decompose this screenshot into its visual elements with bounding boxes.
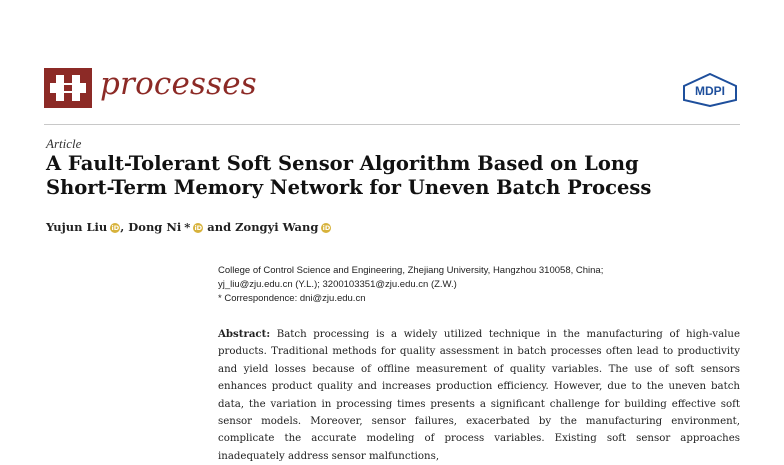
abstract-label: Abstract: xyxy=(218,328,271,340)
orcid-icon[interactable]: iD xyxy=(111,224,120,232)
author-separator: , xyxy=(120,220,129,234)
article-type: Article xyxy=(46,136,82,151)
author-list xyxy=(46,220,331,234)
author-suffix: * xyxy=(184,220,191,234)
correspondence[interactable]: * Correspondence: dni@zju.edu.cn xyxy=(218,293,366,304)
title-line-1: A Fault-Tolerant Soft Sensor Algorithm Based on Long xyxy=(46,152,639,175)
author-name[interactable]: Zongyi Wang xyxy=(235,220,319,234)
affiliation-block xyxy=(218,264,738,306)
journal-name: processes xyxy=(100,66,257,102)
mdpi-logo-text: MDPI xyxy=(695,84,725,98)
author-emails[interactable]: yj_liu@zju.edu.cn (Y.L.); 3200103351@zju.edu.cn (Z.W.) xyxy=(218,279,457,290)
article-title xyxy=(46,152,726,200)
title-line-2: Short-Term Memory Network for Uneven Batch Process xyxy=(46,176,652,199)
header-divider xyxy=(44,124,740,125)
author-separator: and xyxy=(203,220,236,234)
journal-logo-icon xyxy=(44,66,92,110)
abstract xyxy=(218,326,740,465)
orcid-icon[interactable]: iD xyxy=(322,224,331,232)
author-name[interactable]: Dong Ni xyxy=(128,220,182,234)
affiliation: College of Control Science and Engineering, Zhejiang University, Hangzhou 310058, China; xyxy=(218,265,604,276)
mdpi-logo-icon xyxy=(682,73,738,107)
author-name[interactable]: Yujun Liu xyxy=(46,220,108,234)
orcid-icon[interactable]: iD xyxy=(194,224,203,232)
abstract-text: Batch processing is a widely utilized technique in the manufacturing of high-value products. Traditional methods for quality assessment in batch processes often lead to productivity and yield losses because of offline measurement of quality variables. The use of soft sensors enhances product quality and increases production efficiency. However, due to the uneven batch data, the variation in processing times presents a significant challenge for building effective soft sensor models. Moreover, sensor failures, exacerbated by the manufacturing environment, complicate the accurate modeling of process variables. Existing soft sensor approaches inadequately address sensor malfunctions, xyxy=(218,329,740,462)
